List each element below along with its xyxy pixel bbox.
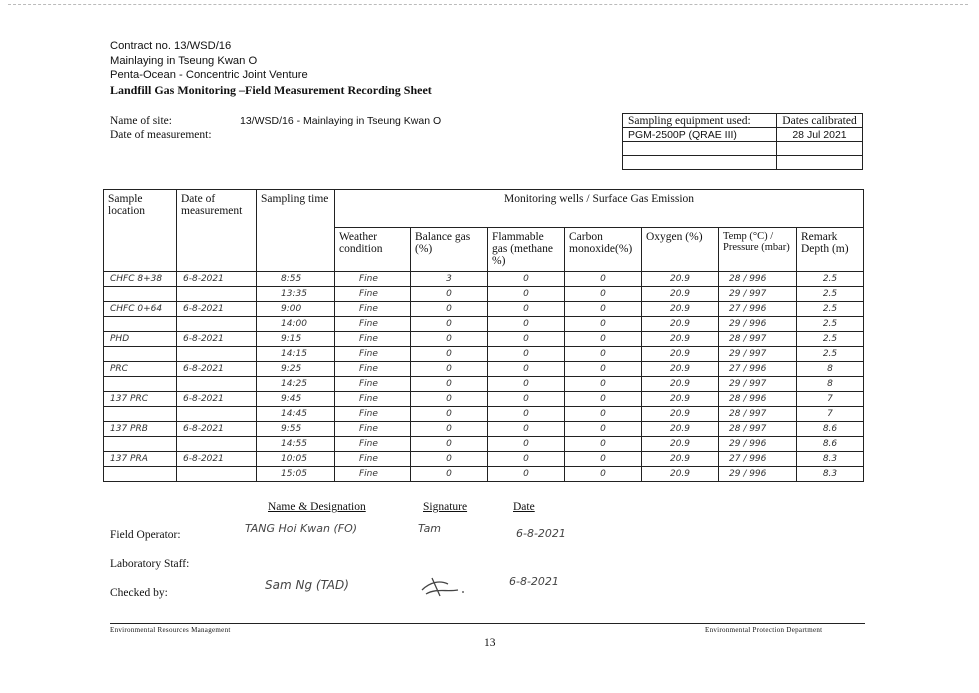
cell-remark-depth: 2.5: [797, 302, 864, 317]
cell-balance-gas: 3: [411, 272, 488, 287]
cell-temp-pressure: 29 / 996: [719, 437, 797, 452]
cell-sampling-time: 14:15: [257, 347, 335, 362]
cell-carbon-monoxide: 0: [565, 377, 642, 392]
cell-sampling-time: 14:25: [257, 377, 335, 392]
cell-measurement-date: [177, 377, 257, 392]
cell-weather: Fine: [335, 272, 411, 287]
cell-flammable-gas: 0: [488, 362, 565, 377]
cell-flammable-gas: 0: [488, 317, 565, 332]
cell-sample-location: CHFC 0+64: [104, 302, 177, 317]
empty-cell: [777, 142, 863, 156]
signoff-name-header: Name & Designation: [268, 501, 366, 513]
cell-balance-gas: 0: [411, 362, 488, 377]
cell-carbon-monoxide: 0: [565, 437, 642, 452]
cell-weather: Fine: [335, 302, 411, 317]
cell-weather: Fine: [335, 362, 411, 377]
cell-balance-gas: 0: [411, 377, 488, 392]
cell-flammable-gas: 0: [488, 302, 565, 317]
cell-oxygen: 20.9: [642, 287, 719, 302]
header-remark-depth: Remark Depth (m): [797, 228, 864, 272]
cell-carbon-monoxide: 0: [565, 407, 642, 422]
cell-weather: Fine: [335, 377, 411, 392]
cell-remark-depth: 2.5: [797, 287, 864, 302]
header-sampling-time: Sampling time: [257, 190, 335, 272]
cell-temp-pressure: 28 / 996: [719, 392, 797, 407]
table-row: [104, 332, 864, 347]
cell-flammable-gas: 0: [488, 467, 565, 482]
field-operator-label: Field Operator:: [110, 529, 181, 541]
cell-balance-gas: 0: [411, 437, 488, 452]
cell-flammable-gas: 0: [488, 332, 565, 347]
cell-measurement-date: 6-8-2021: [177, 422, 257, 437]
table-row: [104, 317, 864, 332]
cell-sampling-time: 8:55: [257, 272, 335, 287]
cell-remark-depth: 8.6: [797, 437, 864, 452]
cell-temp-pressure: 28 / 996: [719, 272, 797, 287]
footer-left: Environmental Resources Management: [110, 626, 231, 634]
cell-balance-gas: 0: [411, 287, 488, 302]
cell-measurement-date: [177, 287, 257, 302]
cell-carbon-monoxide: 0: [565, 452, 642, 467]
cell-measurement-date: [177, 317, 257, 332]
cell-oxygen: 20.9: [642, 377, 719, 392]
table-row: [104, 452, 864, 467]
cell-temp-pressure: 29 / 997: [719, 347, 797, 362]
cell-oxygen: 20.9: [642, 317, 719, 332]
cell-measurement-date: 6-8-2021: [177, 332, 257, 347]
cell-sample-location: [104, 467, 177, 482]
cell-carbon-monoxide: 0: [565, 272, 642, 287]
monitoring-table: [103, 189, 864, 482]
cell-measurement-date: 6-8-2021: [177, 392, 257, 407]
cell-remark-depth: 8.3: [797, 467, 864, 482]
contract-number: Contract no. 13/WSD/16: [110, 40, 232, 52]
measurement-date-label: Date of measurement:: [110, 129, 212, 141]
cell-remark-depth: 2.5: [797, 272, 864, 287]
cell-remark-depth: 8.3: [797, 452, 864, 467]
cell-temp-pressure: 27 / 996: [719, 302, 797, 317]
footer-right: Environmental Protection Department: [705, 626, 823, 634]
cell-sample-location: [104, 347, 177, 362]
contractor-name: Penta-Ocean - Concentric Joint Venture: [110, 69, 308, 81]
cell-weather: Fine: [335, 452, 411, 467]
cell-sampling-time: 9:45: [257, 392, 335, 407]
site-name-label: Name of site:: [110, 115, 172, 127]
signoff-date-header: Date: [513, 501, 535, 513]
checked-by-date: 6-8-2021: [509, 575, 559, 588]
cell-balance-gas: 0: [411, 332, 488, 347]
cell-temp-pressure: 27 / 996: [719, 362, 797, 377]
cell-sample-location: [104, 407, 177, 422]
page-number: 13: [484, 637, 496, 649]
cell-measurement-date: 6-8-2021: [177, 272, 257, 287]
signoff-signature-header: Signature: [423, 501, 468, 513]
table-row: [104, 272, 864, 287]
cell-remark-depth: 8: [797, 362, 864, 377]
cell-flammable-gas: 0: [488, 452, 565, 467]
table-row: [104, 287, 864, 302]
empty-cell: [623, 156, 777, 170]
cell-flammable-gas: 0: [488, 422, 565, 437]
cell-oxygen: 20.9: [642, 362, 719, 377]
sheet-title: Landfill Gas Monitoring –Field Measurement Recording Sheet: [110, 82, 432, 97]
cell-remark-depth: 8: [797, 377, 864, 392]
empty-cell: [777, 156, 863, 170]
cell-weather: Fine: [335, 437, 411, 452]
cell-oxygen: 20.9: [642, 437, 719, 452]
cell-weather: Fine: [335, 347, 411, 362]
cell-sampling-time: 14:45: [257, 407, 335, 422]
table-row: [104, 302, 864, 317]
cell-temp-pressure: 28 / 997: [719, 422, 797, 437]
cell-oxygen: 20.9: [642, 302, 719, 317]
cell-balance-gas: 0: [411, 317, 488, 332]
project-name: Mainlaying in Tseung Kwan O: [110, 54, 258, 67]
document-header: [110, 39, 432, 97]
header-weather: Weather condition: [335, 228, 411, 272]
table-row: [104, 467, 864, 482]
cell-carbon-monoxide: 0: [565, 392, 642, 407]
cell-flammable-gas: 0: [488, 437, 565, 452]
cell-carbon-monoxide: 0: [565, 317, 642, 332]
cell-balance-gas: 0: [411, 467, 488, 482]
cell-temp-pressure: 29 / 996: [719, 317, 797, 332]
field-operator-date: 6-8-2021: [516, 527, 566, 540]
cell-weather: Fine: [335, 317, 411, 332]
header-balance-gas: Balance gas (%): [411, 228, 488, 272]
cell-remark-depth: 2.5: [797, 317, 864, 332]
cell-carbon-monoxide: 0: [565, 467, 642, 482]
cell-sampling-time: 15:05: [257, 467, 335, 482]
cell-oxygen: 20.9: [642, 422, 719, 437]
cell-oxygen: 20.9: [642, 332, 719, 347]
cell-sample-location: [104, 437, 177, 452]
cell-weather: Fine: [335, 422, 411, 437]
cell-temp-pressure: 27 / 996: [719, 452, 797, 467]
header-date-of-measurement: Date of measurement: [177, 190, 257, 272]
cell-remark-depth: 8.6: [797, 422, 864, 437]
field-operator-name: TANG Hoi Kwan (FO): [245, 522, 358, 535]
cell-sampling-time: 14:00: [257, 317, 335, 332]
cell-sample-location: 137 PRC: [104, 392, 177, 407]
table-row: [104, 422, 864, 437]
cell-remark-depth: 2.5: [797, 347, 864, 362]
header-oxygen: Oxygen (%): [642, 228, 719, 272]
cell-balance-gas: 0: [411, 392, 488, 407]
cell-oxygen: 20.9: [642, 407, 719, 422]
cell-sampling-time: 9:55: [257, 422, 335, 437]
cell-carbon-monoxide: 0: [565, 347, 642, 362]
cell-remark-depth: 7: [797, 407, 864, 422]
cell-sample-location: PRC: [104, 362, 177, 377]
cell-oxygen: 20.9: [642, 452, 719, 467]
cell-flammable-gas: 0: [488, 272, 565, 287]
calibrated-date: 28 Jul 2021: [777, 128, 863, 142]
cell-flammable-gas: 0: [488, 287, 565, 302]
cell-oxygen: 20.9: [642, 272, 719, 287]
cell-measurement-date: [177, 437, 257, 452]
cell-balance-gas: 0: [411, 452, 488, 467]
header-monitoring-wells: Monitoring wells / Surface Gas Emission: [335, 190, 864, 228]
equipment-table: [622, 113, 863, 170]
cell-sampling-time: 9:00: [257, 302, 335, 317]
cell-measurement-date: [177, 467, 257, 482]
top-border: [8, 4, 968, 5]
cell-carbon-monoxide: 0: [565, 287, 642, 302]
cell-balance-gas: 0: [411, 422, 488, 437]
cell-measurement-date: [177, 347, 257, 362]
cell-oxygen: 20.9: [642, 467, 719, 482]
cell-temp-pressure: 28 / 997: [719, 407, 797, 422]
cell-measurement-date: [177, 407, 257, 422]
cell-sampling-time: 9:15: [257, 332, 335, 347]
table-row: [104, 362, 864, 377]
checked-by-label: Checked by:: [110, 587, 168, 599]
cell-oxygen: 20.9: [642, 392, 719, 407]
cell-carbon-monoxide: 0: [565, 332, 642, 347]
table-row: [104, 347, 864, 362]
cell-sampling-time: 10:05: [257, 452, 335, 467]
footer-rule: [110, 623, 865, 624]
cell-carbon-monoxide: 0: [565, 302, 642, 317]
cell-temp-pressure: 28 / 997: [719, 332, 797, 347]
cell-measurement-date: 6-8-2021: [177, 362, 257, 377]
cell-measurement-date: 6-8-2021: [177, 302, 257, 317]
cell-weather: Fine: [335, 467, 411, 482]
cell-weather: Fine: [335, 392, 411, 407]
table-row: [104, 377, 864, 392]
cell-carbon-monoxide: 0: [565, 422, 642, 437]
cell-flammable-gas: 0: [488, 347, 565, 362]
lab-staff-label: Laboratory Staff:: [110, 558, 190, 570]
calibrated-header: Dates calibrated: [777, 114, 863, 128]
header-carbon-monoxide: Carbon monoxide(%): [565, 228, 642, 272]
cell-sampling-time: 9:25: [257, 362, 335, 377]
cell-sampling-time: 14:55: [257, 437, 335, 452]
cell-sample-location: CHFC 8+38: [104, 272, 177, 287]
site-info: [110, 114, 441, 142]
cell-temp-pressure: 29 / 996: [719, 467, 797, 482]
cell-sampling-time: 13:35: [257, 287, 335, 302]
cell-temp-pressure: 29 / 997: [719, 287, 797, 302]
cell-flammable-gas: 0: [488, 407, 565, 422]
table-row: [104, 407, 864, 422]
cell-sample-location: PHD: [104, 332, 177, 347]
empty-cell: [623, 142, 777, 156]
cell-temp-pressure: 29 / 997: [719, 377, 797, 392]
cell-measurement-date: 6-8-2021: [177, 452, 257, 467]
cell-balance-gas: 0: [411, 407, 488, 422]
cell-flammable-gas: 0: [488, 392, 565, 407]
cell-weather: Fine: [335, 332, 411, 347]
cell-flammable-gas: 0: [488, 377, 565, 392]
cell-sample-location: 137 PRB: [104, 422, 177, 437]
header-flammable-gas: Flammable gas (methane %): [488, 228, 565, 272]
header-temp-pressure: Temp (°C) / Pressure (mbar): [719, 228, 797, 272]
table-row: [104, 392, 864, 407]
cell-weather: Fine: [335, 407, 411, 422]
equipment-header: Sampling equipment used:: [623, 114, 777, 128]
cell-balance-gas: 0: [411, 347, 488, 362]
table-row: [104, 437, 864, 452]
cell-sample-location: [104, 377, 177, 392]
cell-sample-location: 137 PRA: [104, 452, 177, 467]
cell-remark-depth: 2.5: [797, 332, 864, 347]
cell-oxygen: 20.9: [642, 347, 719, 362]
cell-sample-location: [104, 287, 177, 302]
header-sample-location: Sample location: [104, 190, 177, 272]
site-name-value: 13/WSD/16 - Mainlaying in Tseung Kwan O: [240, 115, 442, 127]
equipment-name: PGM-2500P (QRAE III): [623, 128, 777, 142]
cell-balance-gas: 0: [411, 302, 488, 317]
cell-carbon-monoxide: 0: [565, 362, 642, 377]
checked-by-name: Sam Ng (TAD): [265, 578, 349, 592]
cell-weather: Fine: [335, 287, 411, 302]
checked-by-signature: [418, 574, 468, 600]
cell-remark-depth: 7: [797, 392, 864, 407]
field-operator-signature: Tam: [418, 522, 442, 535]
cell-sample-location: [104, 317, 177, 332]
